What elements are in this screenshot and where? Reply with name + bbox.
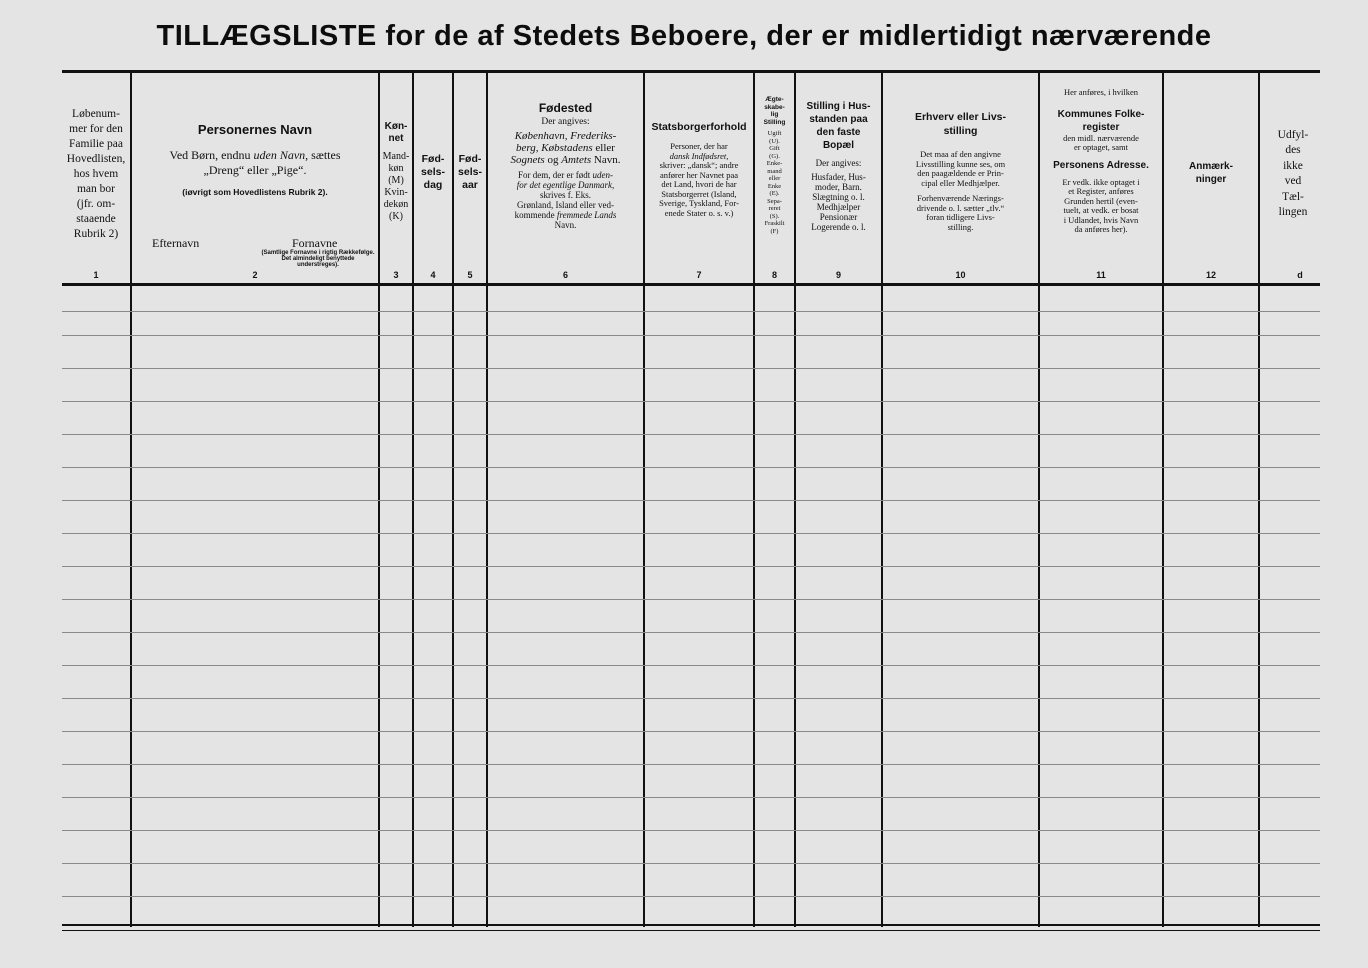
col-d-header [1260,124,1326,224]
col-2-note: (iøvrigt som Hovedlistens Rubrik 2). [182,187,328,197]
col-9-number: 9 [835,270,841,280]
col-6-text: Navn. [554,220,577,230]
col-11-number: 11 [1096,270,1106,280]
col-2-text2: „Dreng“ eller „Pige“. [203,163,307,177]
col-2-text1b: sættes [311,148,341,162]
col-1-line: Hovedlisten, [66,152,126,165]
col-6-number: 6 [562,270,568,280]
col-11-line: i Udlandet, hvis Navn [1063,214,1139,225]
col-11-heading: Kommunes Folke- [1057,108,1145,120]
col-10-header [883,110,1038,232]
col-8-line: (E). [769,190,780,197]
col-2-efternavn: Efternavn [152,236,200,250]
col-11-line: et Register, anføres [1068,186,1134,196]
col-10-heading: Erhverv eller Livs- [914,111,1007,123]
ruled-line [62,467,1320,468]
col-9-line: Der angives: [815,158,862,168]
col-11-header [1040,88,1162,235]
col-9-line: moder, Barn. [815,182,862,192]
col-9-line: Slægtning o. l. [812,192,865,202]
col-7-line: Personer, der har [670,141,728,151]
form-title: TILLÆGSLISTE for de af Stedets Beboere, der er midlertidigt nærværende [156,20,1212,52]
col-2-heading: Personernes Navn [197,122,313,137]
col-6-place: eller [595,142,615,154]
col-7-number: 7 [696,270,702,280]
col-8-line: (F) [770,227,779,235]
col-d-line: lingen [1278,206,1308,218]
ruled-line [62,533,1320,534]
ruled-line [62,764,1320,765]
col-d-line: ved [1284,175,1302,187]
col-8-line: eller [768,175,781,182]
col-7-header [645,120,753,218]
col-11-line: Er vedk. ikke optaget i [1062,176,1140,187]
col-d-line: Tæl- [1282,190,1304,203]
ruled-line [62,731,1320,732]
col-5-heading: sels- [458,165,482,178]
col-7-heading: Statsborgerforhold [651,121,747,133]
col-6-text: Grønland, Island eller ved- [517,200,614,210]
col-3-heading: net [388,133,404,144]
col-8-line: Ugift [767,130,782,137]
col-2-text1: Ved Børn, endnu [169,148,251,162]
table-bottom-border [62,924,1320,926]
col-11-heading: register [1082,121,1120,133]
col-8-heading: skabe- [764,103,785,111]
col-6-text: uden- [592,170,613,180]
col-11-top: Her anføres, i hvilken [1063,87,1139,97]
col-2-text1-italic: uden Navn, [253,148,309,162]
col-10-line: Det maa af den angivne [920,149,1001,159]
col-9-line: Husfader, Hus- [811,172,866,182]
col-d-line: ikke [1283,159,1303,172]
ruled-line [62,311,1320,312]
ruled-line [62,863,1320,864]
col-9-line: Pensionær [819,212,858,222]
col-1-line: (jfr. om- [76,197,116,210]
col-7-line: det Land, hvori de har [661,179,737,189]
col-3-line: dekøn [383,199,409,210]
col-7-line: Statsborgerret (Island, [661,188,737,199]
col-8-line: Enke [767,182,782,190]
col-10-line: foran tidligere Livs- [926,212,995,222]
ruled-line [62,434,1320,435]
col-4-heading: Fød- [421,152,445,165]
col-6-heading: Fødested [538,101,593,115]
col-4-number: 4 [430,270,436,280]
col-6-text: kommende [514,210,555,220]
col-6-place: Navn. [593,154,621,166]
col-4-header [414,148,452,196]
col-1-line: staaende [76,212,116,225]
col-8-line: mand [767,167,782,175]
col-10-number: 10 [955,270,966,280]
ruled-line [62,335,1320,336]
col-9-heading: den faste [816,127,861,138]
col-10-line: stilling. [947,221,974,232]
col-8-line: Gift [769,145,780,152]
col-12-heading: ninger [1195,174,1227,185]
col-9-heading: Stilling i Hus- [806,101,871,112]
col-8-line: (G). [769,152,780,160]
col-3-line: Mand- [382,151,410,162]
col-3-line: Kvin- [384,187,408,198]
ruled-line [62,566,1320,567]
col-3-line: (K) [389,211,403,222]
col-5-heading: aar [462,178,478,191]
col-8-line: reret [768,205,781,212]
ruled-line [62,632,1320,633]
col-8-line: Sepa- [767,197,782,205]
col-8-heading: Stilling [763,118,786,126]
col-2-subnote: (Samtlige Fornavne i rigtig Rækkefølge. Det almindeligt benyttede understreges). [261,250,375,268]
col-2-text [132,148,378,178]
col-6-place: berg, Købstadens [516,142,593,154]
col-6-place: Sognets [510,154,545,166]
col-d-line: des [1285,144,1301,156]
col-5-header [454,148,486,196]
col-10-line: den paagældende er Prin- [917,168,1004,178]
col-12-header [1164,156,1258,190]
col-5-number: 5 [467,270,473,280]
col-3-header [380,110,412,234]
col-1-line: Løbenum- [72,107,120,120]
col-6-text: for det egentlige Danmark, [516,180,615,190]
ruled-line [62,698,1320,699]
col-6-sub: Der angives: [541,117,590,127]
col-8-line: (S). [769,212,780,220]
col-11-line: da anføres her). [1074,224,1128,234]
col-10-line: drivende o. l. sætter „tlv.“ [916,202,1005,213]
col-1-line: hos hvem [73,167,119,180]
col-6-place: København, Frederiks- [514,130,617,142]
header-top-border [62,70,1320,73]
col-8-heading: Ægte- [765,96,784,103]
col-d-number: d [1297,270,1303,280]
ruled-line [62,599,1320,600]
col-8-line: Enke- [766,160,783,167]
ruled-line [62,401,1320,402]
col-d-line: Udfyl- [1277,128,1309,141]
col-11-mid: den midl. nærværende [1063,132,1139,143]
col-8-line: Fraskilt [764,220,785,227]
col-3-line: (M) [388,175,404,186]
col-7-line: dansk Indfødsret, [669,150,729,161]
col-11-line: tuelt, at vedk. er bosat [1063,205,1139,215]
col-6-text: skrives f. Eks. [540,190,591,200]
col-10-heading: stilling [943,125,978,137]
col-4-heading: dag [423,178,443,191]
ruled-line [62,500,1320,501]
col-8-number: 8 [771,270,777,280]
col-9-line: Medhjælper [816,202,861,212]
col-11-mid: er optaget, samt [1073,142,1129,152]
col-11-heading2: Personens Adresse. [1053,159,1149,171]
col-7-line: Sverige, Tyskland, For- [659,198,739,208]
col-9-line: Logerende o. l. [811,222,866,232]
ruled-line [62,665,1320,666]
col-3-line: køn [388,163,404,174]
col-12-heading: Anmærk- [1189,161,1233,172]
col-5-heading: Fød- [458,152,482,165]
col-6-place: Amtets [561,154,592,166]
col-2-fornavne: Fornavne [292,236,338,250]
col-4-heading: sels- [421,165,445,178]
header-bottom-border [62,283,1320,286]
col-1-line: man bor [76,182,115,195]
col-11-line: Grunden hertil (even- [1064,195,1138,206]
col-6-text: For dem, der er født [518,170,591,180]
ruled-line [62,896,1320,897]
ruled-line [62,830,1320,831]
col-2-header [132,76,378,281]
col-1-line: mer for den [69,122,123,135]
col-8-line: (U). [769,137,780,145]
col-1-number: 1 [93,270,99,280]
col-10-line: Forhenværende Nærings- [917,193,1004,203]
table-bottom-border-2 [62,930,1320,931]
col-8-header [755,96,794,235]
col-6-text: fremmede Lands [556,210,617,220]
col-9-header [796,100,881,232]
col-8-heading: lig [770,111,779,118]
col-7-line: anfører her Navnet paa [659,169,739,180]
col-6-place: og [547,154,559,166]
col-3-heading: Køn- [384,121,408,132]
ruled-line [62,797,1320,798]
col-7-line: skriver: „dansk“; andre [659,160,739,170]
col-7-line: enede Stater o. s. v.) [664,207,734,218]
col-1-line: Familie paa [69,137,123,150]
col-9-heading: standen paa [809,114,868,125]
col-3-number: 3 [393,270,399,280]
col-2-number: 2 [252,270,258,280]
col-6-header [488,100,643,230]
ruled-line [62,368,1320,369]
col-12-number: 12 [1205,270,1216,280]
col-9-heading: Bopæl [822,140,855,151]
col-1-line: Rubrik 2) [73,227,119,240]
col-10-line: Livsstilling kunne ses, om [915,158,1006,169]
col-10-line: cipal eller Medhjælper. [921,177,1000,188]
col-1-header [62,80,130,268]
